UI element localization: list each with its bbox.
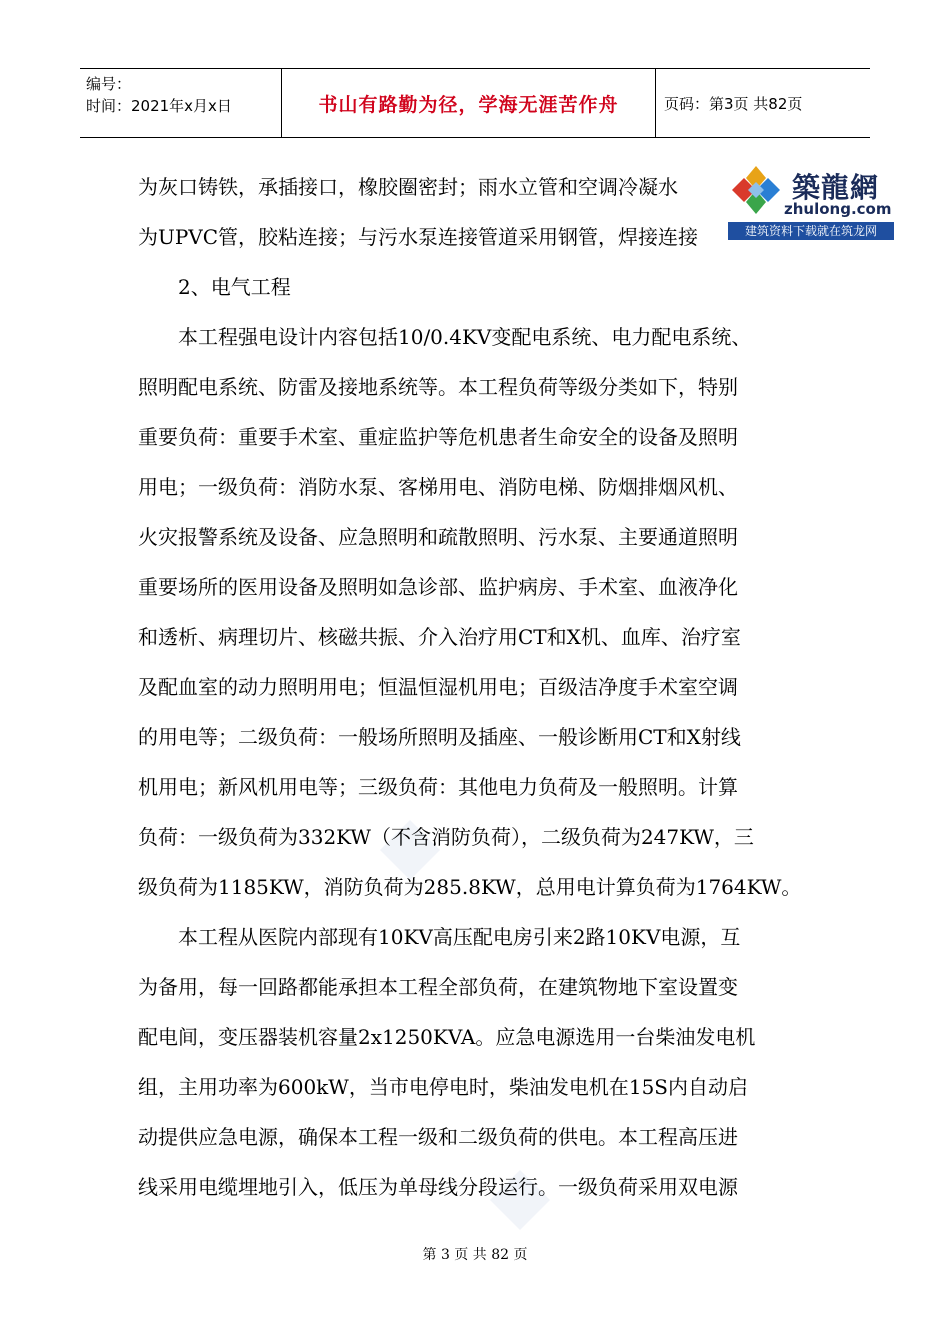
logo-domain: zhulong.com [784,200,892,218]
body-line: 重要负荷：重要手术室、重症监护等危机患者生命安全的设备及照明 [138,425,738,449]
body-line: 本工程从医院内部现有10KV高压配电房引来2路10KV电源，互 [178,925,741,949]
body-line: 动提供应急电源，确保本工程一级和二级负荷的供电。本工程高压进 [138,1125,738,1149]
body-line: 的用电等；二级负荷：一般场所照明及插座、一般诊断用CT和X射线 [138,725,741,749]
body-line: 为UPVC管，胶粘连接；与污水泵连接管道采用钢管，焊接连接 [138,225,699,249]
body-line: 级负荷为1185KW，消防负荷为285.8KW，总用电计算负荷为1764KW。 [138,875,802,899]
body-line: 为灰口铸铁，承插接口，橡胶圈密封；雨水立管和空调冷凝水 [138,175,678,199]
body-line: 机用电；新风机用电等；三级负荷：其他电力负荷及一般照明。计算 [138,775,738,799]
body-line: 为备用，每一回路都能承担本工程全部负荷，在建筑物地下室设置变 [138,975,738,999]
header-page-info: 页码：第3页 共82页 [664,94,803,113]
page-footer: 第 3 页 共 82 页 [422,1247,528,1263]
section-heading: 2、电气工程 [178,275,291,299]
body-line: 线采用电缆埋地引入，低压为单母线分段运行。一级负荷采用双电源 [138,1175,738,1199]
body-line: 配电间，变压器装机容量2x1250KVA。应急电源选用一台柴油发电机 [138,1025,756,1049]
document-body [138,162,828,1212]
body-line: 负荷：一级负荷为332KW（不含消防负荷），二级负荷为247KW，三 [138,825,754,849]
logo-mark-icon [730,164,782,216]
body-line: 用电；一级负荷：消防水泵、客梯用电、消防电梯、防烟排烟风机、 [138,475,738,499]
time-label: 时间：2021年x月x日 [86,97,232,115]
body-line: 照明配电系统、防雷及接地系统等。本工程负荷等级分类如下，特别 [138,375,738,399]
body-line: 火灾报警系统及设备、应急照明和疏散照明、污水泵、主要通道照明 [138,525,738,549]
body-line: 本工程强电设计内容包括10/0.4KV变配电系统、电力配电系统、 [178,325,752,349]
number-label: 编号： [86,75,132,93]
logo-tagline: 建筑资料下载就在筑龙网 [728,222,894,240]
body-line: 及配血室的动力照明用电；恒温恒湿机用电；百级洁净度手术室空调 [138,675,738,699]
header-meta [80,69,282,137]
page-header [80,68,870,138]
body-line: 组，主用功率为600kW，当市电停电时，柴油发电机在15S内自动启 [138,1075,748,1099]
logo-name: 築龍網 [792,171,880,204]
zhulong-logo[interactable] [728,160,894,242]
header-motto: 书山有路勤为径，学海无涯苦作舟 [282,69,656,137]
body-line: 和透析、病理切片、核磁共振、介入治疗用CT和X机、血库、治疗室 [138,625,741,649]
body-line: 重要场所的医用设备及照明如急诊部、监护病房、手术室、血液净化 [138,575,738,599]
